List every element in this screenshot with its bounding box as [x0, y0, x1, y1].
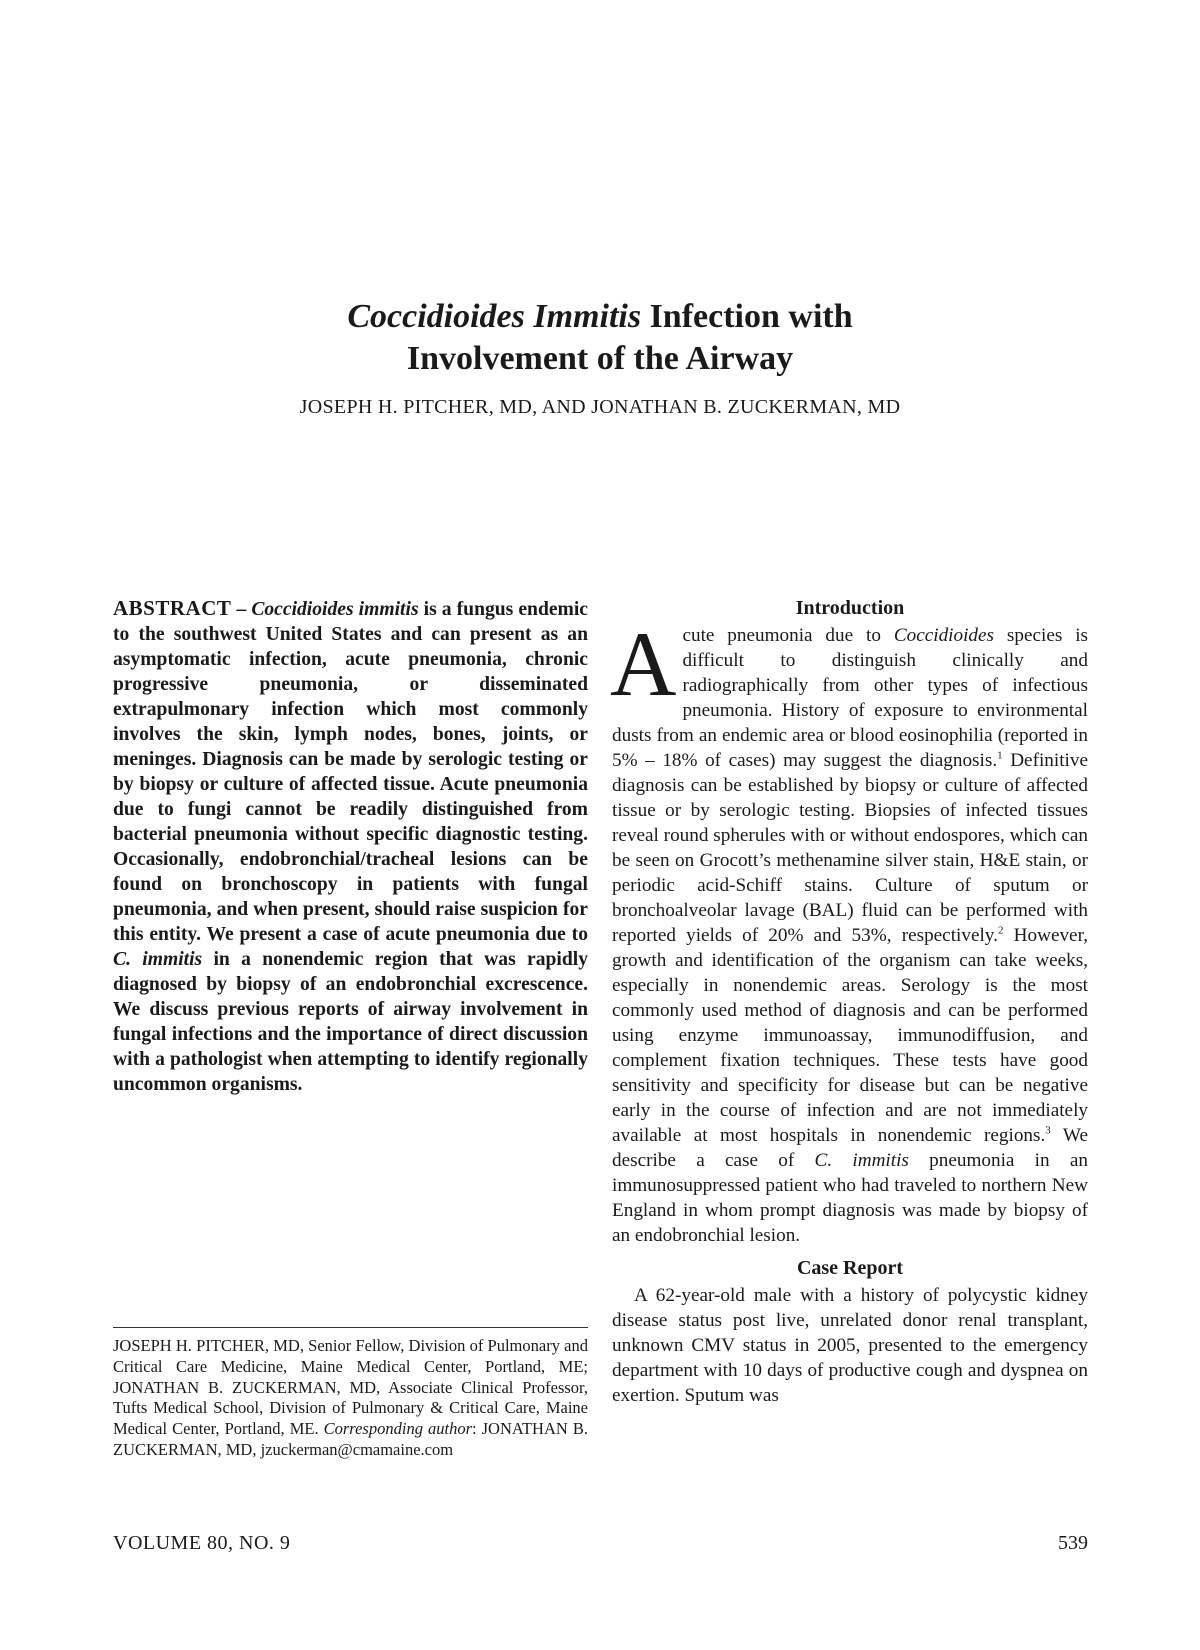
right-column [612, 596, 1088, 1408]
intro-text-f: pneumonia in an immunosuppressed patient who had traveled to northern New England in whom prompt diagnosis was made by biopsy of an endobronchial lesion. [612, 1150, 1088, 1246]
page-number: 539 [1058, 1532, 1088, 1554]
introduction-heading: Introduction [795, 597, 905, 619]
abstract-text-1: is a fungus endemic to the southwest United States and can present as an asymptomatic infection, acute pneumonia, chronic progressive pneumonia, or disseminated extrapulmonary infection which most commonly involves the skin, lymph nodes, bones, joints, or meninges. Diagnosis can be made by serologic testing or by biopsy or culture of affected tissue. Acute pneumonia due to fungi cannot be readily distinguished from bacterial pneumonia without specific diagnostic testing. Occasionally, endobronchial/tracheal lesions can be found on bronchoscopy in patients with fungal pneumonia, and when present, should raise suspicion for this entity. We present a case of acute pneumonia due to [113, 599, 589, 945]
introduction-paragraph [610, 613, 1088, 1248]
intro-organism-short: C. immitis [814, 1150, 909, 1171]
corresponding-author-label: Corresponding author [323, 1419, 472, 1439]
abstract [113, 596, 588, 1097]
reference-3: 3 [1045, 1124, 1051, 1137]
intro-text-d: However, growth and identification of the organism can take weeks, especially in nonendemic areas. Serology is the most commonly used method of diagnosis and can be performed using enzyme immunoassay, immunodiffusion, and complement fixation techniques. These tests have good sensitivity and specificity for disease but can be negative early in the course of infection and are not immediately available at most hospitals in nonendemic regions. [612, 925, 1088, 1146]
author-byline: JOSEPH H. PITCHER, MD, AND JONATHAN B. ZUCKERMAN, MD [299, 396, 901, 418]
reference-2: 2 [997, 924, 1004, 937]
case-report-paragraph: A 62-year-old male with a history of polycystic kidney disease status post live, unrelated donor renal transplant, unknown CMV status in 2005, presented to the emergency department with 10 days of productive cough and dyspnea on exertion. Sputum was [612, 1285, 1088, 1406]
author-footnote [113, 1336, 588, 1461]
intro-text-c: Definitive diagnosis can be established by biopsy or culture of affected tissue or by serologic testing. Biopsies of infected tissues reveal round spherules with or without endospores, which can be seen on Grocott’s methenamine silver stain, H&E stain, or periodic acid-Schiff stains. Culture of sputum or bronchoalveolar lavage (BAL) fluid can be performed with reported yields of 20% and 53%, respectively. [612, 750, 1088, 946]
abstract-text-2: in a nonendemic region that was rapidly diagnosed by biopsy of an endobronchial excrescence. We discuss previous reports of airway involvement in fungal infections and the importance of direct discussion with a pathologist when attempting to identify regionally uncommon organisms. [113, 949, 588, 1095]
title-line2: Involvement of the Airway [406, 340, 794, 377]
article-title [0, 296, 1200, 380]
footnote-divider [113, 1327, 588, 1328]
case-report-heading: Case Report [796, 1257, 904, 1279]
drop-cap: A [610, 613, 677, 715]
reference-1: 1 [997, 749, 1003, 762]
abstract-dash: – [231, 599, 252, 620]
abstract-organism-short: C. immitis [113, 949, 203, 970]
intro-text-b: species is difficult to distinguish clinically and radiographically from other types of infectious pneumonia. History of exposure to environmental dusts from an endemic area or blood eosinophilia (reported in 5% – 18% of cases) may suggest the diagnosis. [612, 625, 1088, 771]
abstract-label: ABSTRACT [113, 596, 232, 620]
intro-organism: Coccidioides [893, 625, 995, 646]
title-organism: Coccidioides Immitis [347, 298, 642, 335]
title-line1-rest: Infection with [641, 298, 853, 335]
footnote-text-2: : JONATHAN B. ZUCKERMAN, MD, jzuckerman@cmamaine.com [113, 1419, 588, 1459]
volume-number: VOLUME 80, NO. 9 [113, 1532, 291, 1554]
intro-text-a: cute pneumonia due to [682, 625, 894, 646]
abstract-organism: Coccidioides immitis [251, 599, 419, 620]
footnote-text-1: JOSEPH H. PITCHER, MD, Senior Fellow, Division of Pulmonary and Critical Care Medicine, Maine Medical Center, Portland, ME; JONATHAN B. ZUCKERMAN, MD, Associate Clinical Professor, Tufts Medical School, Division of Pulmonary & Critical Care, Maine Medical Center, Portland, ME. [113, 1336, 588, 1439]
intro-text-e: We describe a case of [612, 1125, 1088, 1171]
